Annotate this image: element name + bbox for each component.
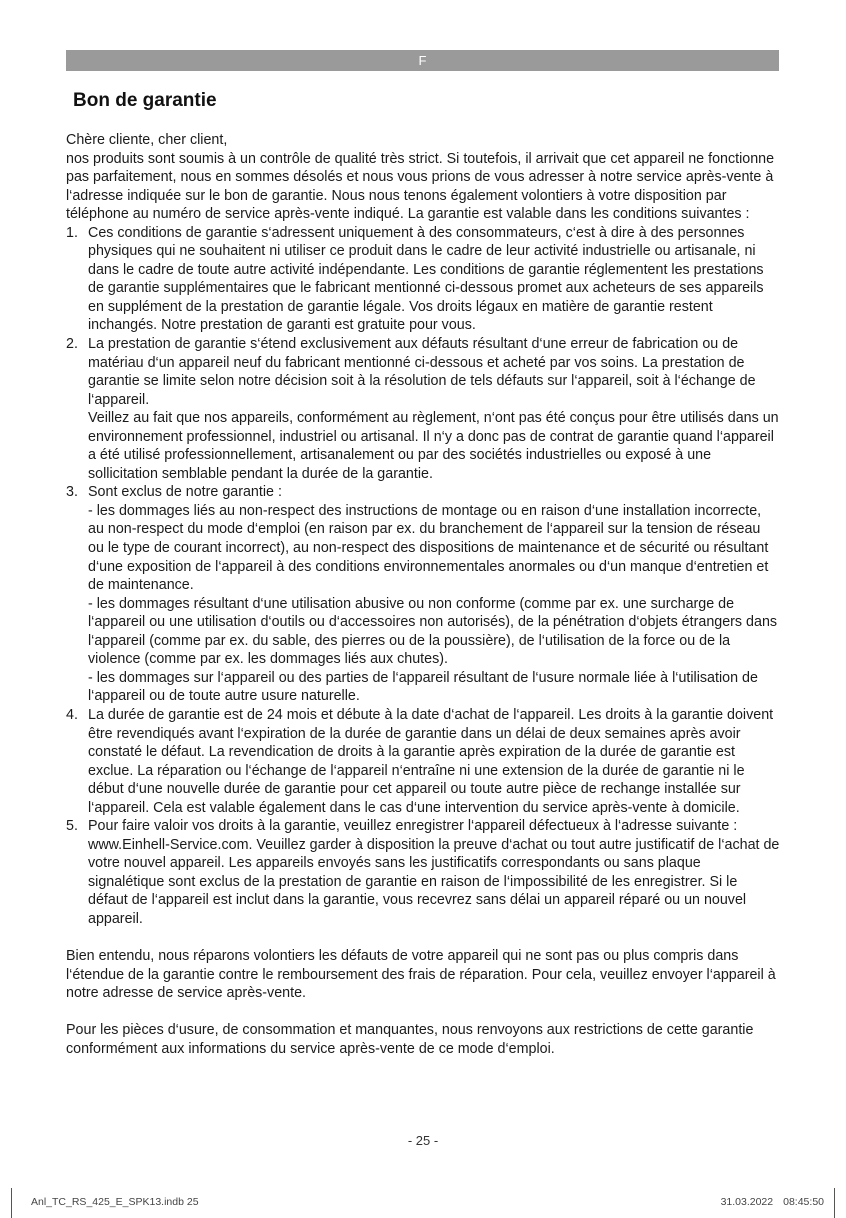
item-paragraph: Ces conditions de garantie s‘adressent uniquement à des consommateurs, c‘est à dire à des personnes physiques qui ne souhaitent ni utiliser ce produit dans le cadre de leur activité industrielle ou artisanale, ni dans le cadre de toute autre activité indépendante. Les conditions de garantie réglementent les prestations de garantie supplémentaires que le fabricant mentionné ci-dessous promet aux acheteurs de ses appareils en supplément de la prestation de garantie légale. Vos droits légaux en matière de garantie restent inchangés. Notre prestation de garanti est gratuite pour vous. <box>88 224 764 334</box>
closing-paragraph-repairs: Bien entendu, nous réparons volontiers les défauts de votre appareil qui ne sont pas ou plus compris dans l‘étendue de la garantie contre le remboursement des frais de réparation. Pour cela, veuillez envoyer l‘appareil à notre adresse de service après-vente. <box>66 948 776 1002</box>
item-number: 4. <box>66 706 78 723</box>
closing-paragraph-parts: Pour les pièces d‘usure, de consommation et manquantes, nous renvoyons aux restrictions de cette garantie conformément aux informations du service après-vente de ce mode d‘emploi. <box>66 1022 754 1057</box>
page-title: Bon de garantie <box>73 90 217 111</box>
document-body <box>66 131 780 1058</box>
list-item <box>66 335 780 483</box>
page-number: - 25 - <box>407 1133 439 1148</box>
item-paragraph: La durée de garantie est de 24 mois et débute à la date d‘achat de l‘appareil. Les droits à la garantie doivent être revendiqués avant l‘expiration de la durée de garantie dans un délai de deux semaines après avoir constaté le défaut. La revendication de droits à la garantie après expiration de la durée de garantie est exclue. La réparation ou l‘échange de l‘appareil n‘entraîne ni une extension de la durée de garantie ni le début d‘une nouvelle durée de garantie pour cet appareil ou toute autre pièce de rechange installée sur l‘appareil. Cela est valable également dans le cas d‘une intervention du service après-vente à domicile. <box>88 706 774 816</box>
item-paragraph: Sont exclus de notre garantie : <box>88 484 282 501</box>
crop-mark-left <box>11 1188 12 1218</box>
item-number: 2. <box>66 336 78 353</box>
item-number: 5. <box>66 818 78 835</box>
item-paragraph: - les dommages résultant d‘une utilisation abusive ou non conforme (comme par ex. une surcharge de l‘appareil ou une utilisation d‘outils ou d‘accessoires non autorisés), de la pénétration d‘objets étrangers dans l‘appareil (comme par ex. du sable, des pierres ou de la poussière), de l‘utilisation de la force ou de la violence (comme par ex. les dommages liés aux chutes). <box>88 595 778 668</box>
item-paragraph: - les dommages sur l‘appareil ou des parties de l‘appareil résultant de l‘usure normale liée à l‘utilisation de l‘appareil ou de toute autre usure naturelle. <box>88 669 758 705</box>
item-number: 3. <box>66 484 78 501</box>
language-bar <box>66 50 779 71</box>
crop-mark-right <box>834 1188 835 1218</box>
list-item <box>66 706 780 817</box>
list-item <box>66 224 780 335</box>
item-paragraph: Veillez au fait que nos appareils, conformément au règlement, n‘ont pas été conçus pour être utilisés dans un environnement professionnel, industriel ou artisanal. Il n‘y a donc pas de contrat de garantie quand l‘appareil a été utilisé professionnellement, artisanalement ou par des sociétés industrielles ou exposé à une sollicitation semblable pendant la durée de la garantie. <box>88 410 779 482</box>
footer-time: 08:45:50 <box>783 1196 824 1208</box>
item-paragraph: Pour faire valoir vos droits à la garantie, veuillez enregistrer l‘appareil défectueux à l‘adresse suivante : www.Einhell-Service.com. Veuillez garder à disposition la preuve d‘achat ou tout autre justificatif de l‘achat de votre nouvel appareil. Les appareils envoyés sans les justificatifs correspondants ou sans plaque signalétique sont exclus de la prestation de garantie en raison de l‘impossibilité de les enregistrer. Si le défaut de l‘appareil est inclut dans la garantie, vous recevrez sans délai un appareil réparé ou un nouvel appareil. <box>88 818 780 927</box>
footer-date: 31.03.2022 <box>720 1196 774 1208</box>
list-item <box>66 817 780 928</box>
item-paragraph: - les dommages liés au non-respect des instructions de montage ou en raison d‘une installation incorrecte, au non-respect du mode d‘emploi (en raison par ex. du branchement de l‘appareil sur la tension de réseau ou le type de courant incorrect), au non-respect des dispositions de maintenance et de sécurité ou résultant d‘une exposition de l‘appareil à des conditions environnementales anormales ou d‘un manque d‘entretien et de maintenance. <box>88 502 769 594</box>
list-item <box>66 483 780 706</box>
intro-paragraph: nos produits sont soumis à un contrôle de qualité très strict. Si toutefois, il arrivait que cet appareil ne fonctionne pas parfaitement, nous en sommes désolés et nous vous prions de vous adresser à notre service après-vente à l‘adresse indiquée sur le bon de garantie. Nous nous tenons également volontiers à votre disposition par téléphone au numéro de service après-vente indiqué. La garantie est valable dans les conditions suivantes : <box>66 150 775 223</box>
footer-timestamp <box>721 1196 824 1208</box>
greeting: Chère cliente, cher client, <box>66 132 228 148</box>
language-label: F <box>418 53 427 68</box>
conditions-list <box>66 224 780 929</box>
item-paragraph: La prestation de garantie s‘étend exclusivement aux défauts résultant d‘une erreur de fabrication ou de matériau d‘un appareil neuf du fabricant mentionné ci-dessous et acheté par vos soins. La prestation de garantie se limite selon notre décision soit à la résolution de tels défauts sur l‘appareil, soit à l‘échange de l‘appareil. <box>88 336 756 408</box>
item-number: 1. <box>66 224 78 241</box>
footer-file-name: Anl_TC_RS_425_E_SPK13.indb 25 <box>31 1196 199 1208</box>
